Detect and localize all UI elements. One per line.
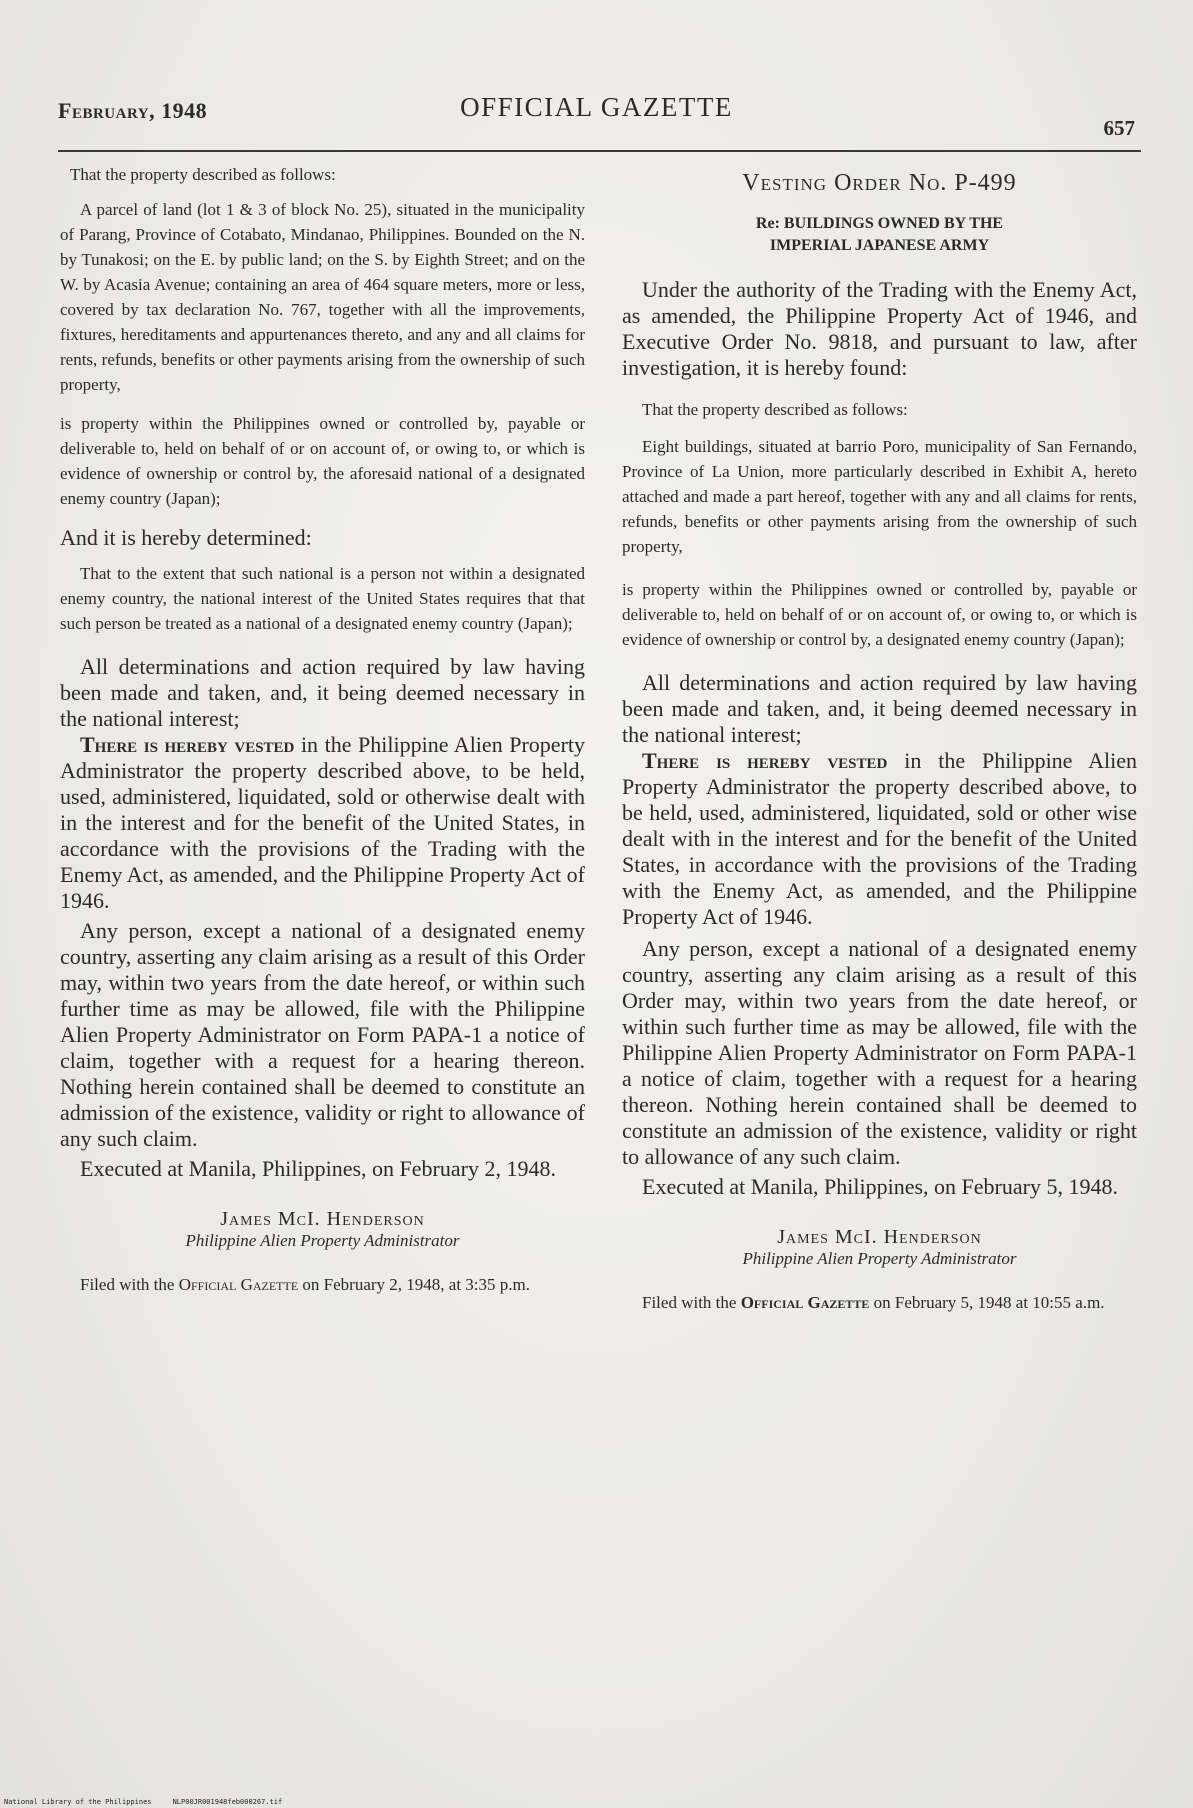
right-filed-b: on February 5, 1948 at 10:55 a.m. — [869, 1293, 1105, 1312]
footer-library: National Library of the Philippines — [4, 1798, 152, 1806]
right-authority-paragraph: Under the authority of the Trading with the Enemy Act, as amended, the Philippine Property Act of 1946, and Executive Order No. 9818, and pursuant to law, after investigation, it is hereby found: — [622, 277, 1137, 380]
subject-line-2: IMPERIAL JAPANESE ARMY — [769, 237, 990, 254]
left-filed-b: on February 2, 1948, at 3:35 p.m. — [298, 1275, 531, 1294]
subject-line-1: Re: BUILDINGS OWNED BY THE — [755, 215, 1004, 232]
right-property-status: is property within the Philippines owned or controlled by, payable or deliverable to, held on behalf of or on account of, or owing to, or which is evidence of ownership or control by, a designated enemy country (Japan); — [622, 580, 1137, 649]
right-intro: That the property described as follows: — [642, 400, 908, 419]
left-filed-note — [60, 1273, 585, 1297]
footer-file: NLP00JR001948feb000267.tif — [172, 1798, 283, 1806]
left-property-status: is property within the Philippines owned or controlled by, payable or deliverable to, held on behalf of or on account of, or owing to, or which is evidence of ownership or control by, the aforesaid national of a designated enemy country (Japan); — [60, 414, 585, 508]
page-number: 657 — [1103, 116, 1135, 140]
left-claims-paragraph: Any person, except a national of a designated enemy country, asserting any claim arising as a result of this Order may, within two years from the date hereof, or within such further time as may be allowed, file with the Philippine Alien Property Administrator on Form PAPA-1 a notice of claim, together with a request for a hearing thereon. Nothing herein contained shall be deemed to constitute an admission of the existence, validity or right to allowance of any such claim. — [60, 918, 585, 1151]
right-vesting-paragraph — [622, 748, 1137, 930]
left-filed-gazette: Official Gazette — [178, 1275, 299, 1294]
left-vesting-paragraph — [60, 732, 585, 914]
page-header — [58, 92, 1135, 138]
left-signature — [60, 1208, 585, 1251]
left-executed: Executed at Manila, Philippines, on February 2, 1948. — [80, 1156, 556, 1181]
vesting-order-title: Vesting Order No. P-499 — [742, 170, 1017, 196]
right-vesting-text: in the Philippine Alien Property Administrator the property described above, to be held, used, administered, liquidated, sold or other wise dealt with in the interest and for the benefit of the United States, in accordance with the provisions of the Trading with the Enemy Act, as amended, and the Philippine Property Act of 1946. — [622, 748, 1137, 929]
right-executed: Executed at Manila, Philippines, on February 5, 1948. — [642, 1174, 1118, 1199]
right-signatory-title: Philippine Alien Property Administrator — [742, 1249, 1017, 1268]
left-determination: That to the extent that such national is a person not within a designated enemy country, the national interest of the United States requires that that such person be treated as a national of a designated enemy country (Japan); — [60, 564, 585, 633]
right-filed-a: Filed with the — [642, 1293, 741, 1312]
left-vesting-text: in the Philippine Alien Property Administrator the property described above, to be held, used, administered, liquidated, sold or otherwise dealt with in the interest and for the benefit of the United States, in accordance with the provisions of the Trading with the Enemy Act, as amended, and the Philippine Property Act of 1946. — [60, 732, 586, 913]
header-date: February, 1948 — [58, 98, 208, 123]
vesting-order-subject — [622, 213, 1137, 257]
right-signature — [622, 1226, 1137, 1269]
header-rule — [58, 150, 1141, 152]
right-property-description: Eight buildings, situated at barrio Poro, municipality of San Fernando, Province of La Union, more particularly described in Exhibit A, hereto attached and made a part hereof, together with any and all claims for rents, refunds, benefits or other payments arising from the ownership of such property, — [622, 437, 1137, 556]
left-column — [60, 162, 585, 1297]
right-filed-gazette: Official Gazette — [740, 1293, 870, 1312]
right-column — [622, 162, 1137, 1315]
left-property-description: A parcel of land (lot 1 & 3 of block No. 25), situated in the municipality of Parang, Province of Cotabato, Mindanao, Philippines. Bounded on the N. by Tunakosi; on the E. by public land; on the S. by Eighth Street; and on the W. by Acasia Avenue; containing an area of 464 square meters, more or less, covered by tax declaration No. 767, together with all the improvements, fixtures, hereditaments and appurtenances thereto, and any and all claims for rents, refunds, benefits or other payments arising from the ownership of such property, — [60, 200, 585, 394]
scan-footer — [4, 1798, 282, 1806]
right-claims-paragraph: Any person, except a national of a designated enemy country, asserting any claim arising as a result of this Order may, within two years from the date hereof, or within such further time as may be allowed, file with the Philippine Alien Property Administrator on Form PAPA-1 a notice of claim, together with a request for a hearing thereon. Nothing herein contained shall be deemed to constitute an admission of the existence, validity or right to allowance of any such claim. — [622, 936, 1137, 1169]
right-determinations-paragraph: All determinations and action required by law having been made and taken, and, it being deemed necessary in the national interest; — [622, 670, 1137, 747]
right-signatory-name: James McI. Henderson — [777, 1226, 982, 1248]
left-intro: That the property described as follows: — [70, 165, 336, 184]
left-signatory-title: Philippine Alien Property Administrator — [185, 1231, 460, 1250]
left-filed-a: Filed with the — [80, 1275, 179, 1294]
right-vesting-lead: There is hereby vested — [642, 748, 888, 773]
left-signatory-name: James McI. Henderson — [220, 1208, 425, 1230]
left-vesting-lead: There is hereby vested — [80, 732, 295, 757]
header-title: OFFICIAL GAZETTE — [460, 92, 733, 122]
right-filed-note — [622, 1291, 1137, 1315]
left-determinations-paragraph: All determinations and action required by law having been made and taken, and, it being deemed necessary in the national interest; — [60, 654, 585, 731]
left-determined-heading: And it is hereby determined: — [60, 525, 312, 550]
